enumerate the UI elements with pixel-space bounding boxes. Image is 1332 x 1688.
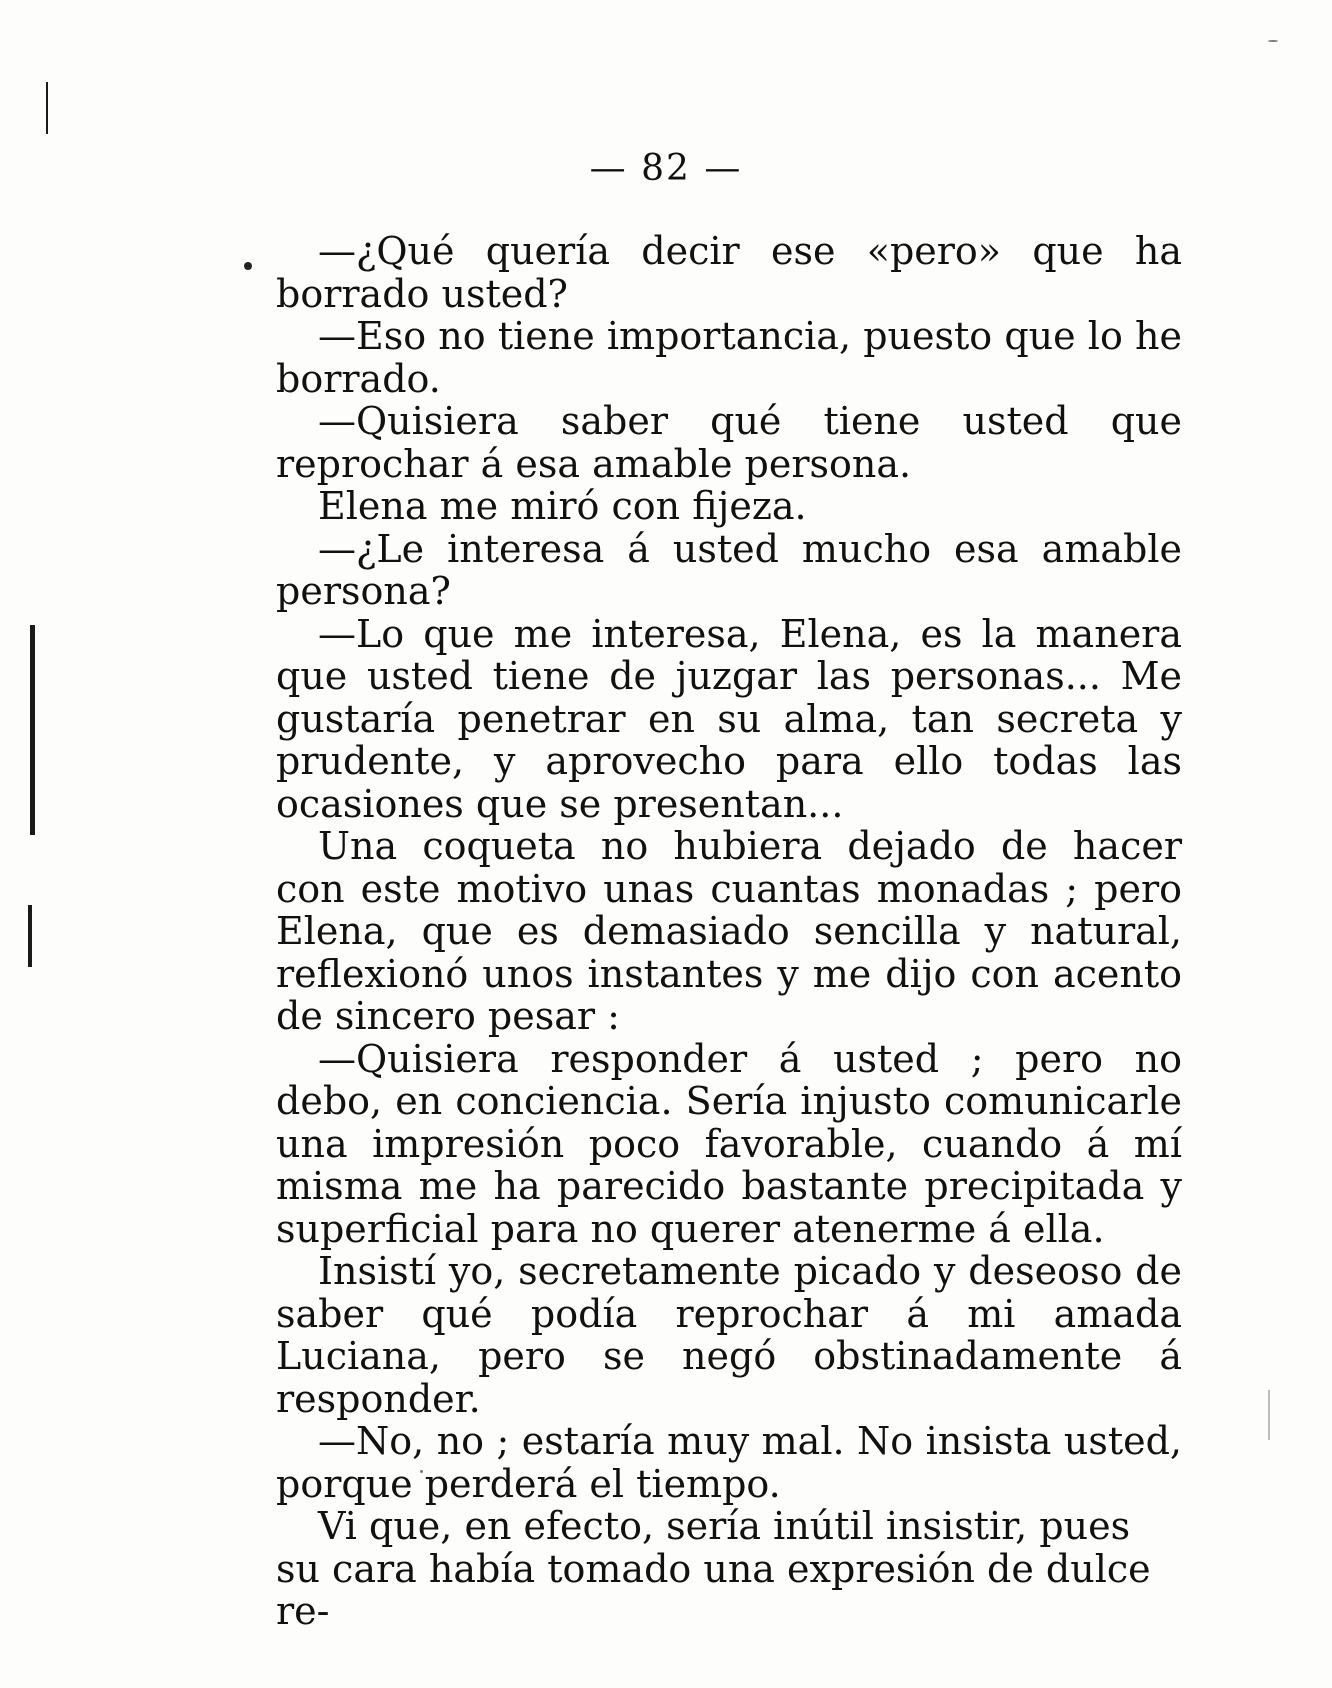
paragraph: —Quisiera saber qué tiene usted que reprochar á esa amable persona. xyxy=(276,399,1182,486)
margin-dot-mark xyxy=(244,262,252,270)
paragraph: Insistí yo, secretamente picado y deseoso de saber qué podía reprochar á mi amada Luciana, pero se negó obstinadamente á responder. xyxy=(276,1249,1182,1421)
paragraph: —Lo que me interesa, Elena, es la manera que usted tiene de juzgar las personas... Me gustaría penetrar en su alma, tan secreta y prudente, y aprovecho para ello todas las ocasiones que se presentan... xyxy=(276,611,1182,826)
paragraph: —Eso no tiene importancia, puesto que lo he borrado. xyxy=(276,314,1182,401)
paragraph: Elena me miró con fijeza. xyxy=(318,484,807,528)
paragraph: —¿Qué quería decir ese «pero» que ha borrado usted? xyxy=(276,229,1182,316)
scan-edge-mark xyxy=(28,905,32,967)
paragraph: —No, no ; estaría muy mal. No insista usted, porque perderá el tiempo. xyxy=(276,1419,1182,1506)
paragraph: Una coqueta no hubiera dejado de hacer con este motivo unas cuantas monadas ; pero Elena, que es demasiado sencilla y natural, reflexionó unos instantes y me dijo con acento de sincero pesar : xyxy=(276,824,1182,1038)
scan-edge-mark xyxy=(46,82,48,134)
paragraph: Vi que, en efecto, sería inútil insistir, pues su cara había tomado una expresión de dulce re- xyxy=(276,1504,1151,1633)
scan-speck xyxy=(1268,40,1278,42)
scan-speck xyxy=(1268,1390,1270,1440)
body-text xyxy=(276,230,1182,1633)
scan-edge-mark xyxy=(30,625,35,835)
page-number: — 82 — xyxy=(589,148,743,189)
paragraph: —¿Le interesa á usted mucho esa amable persona? xyxy=(276,526,1182,613)
paragraph: —Quisiera responder á usted ; pero no debo, en conciencia. Sería injusto comunicarle una impresión poco favorable, cuando á mí misma me ha parecido bastante precipitada y superficial para no querer atenerme á ella. xyxy=(276,1036,1182,1251)
